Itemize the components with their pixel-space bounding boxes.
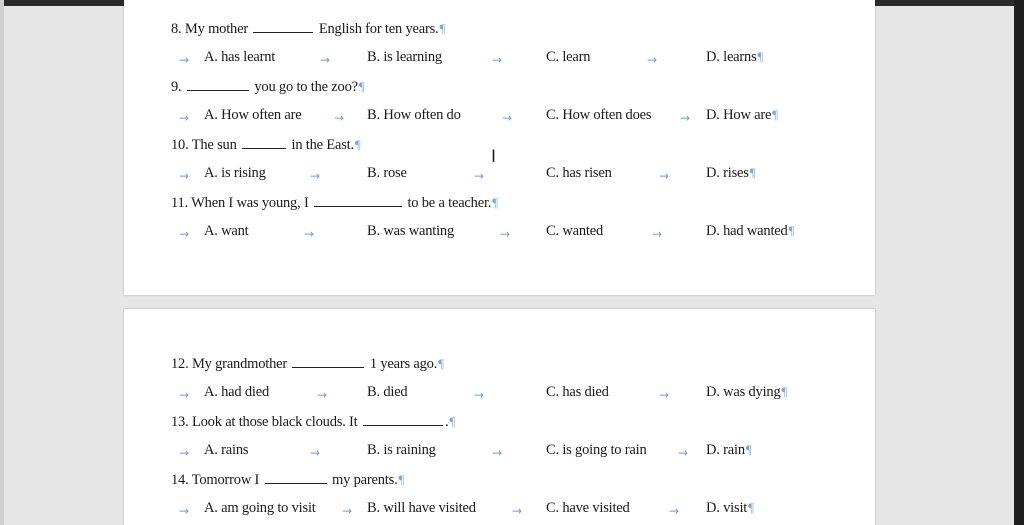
question-text-before: My grandmother	[191, 356, 288, 372]
option-d[interactable]	[706, 165, 755, 182]
option-d[interactable]	[706, 500, 754, 517]
option-d-label: D. had wanted	[706, 223, 788, 239]
option-b[interactable]: B. is learning	[367, 49, 442, 65]
tab-arrow-icon: →	[502, 111, 513, 125]
tab-arrow-icon: →	[317, 388, 328, 402]
pilcrow-icon: ¶	[781, 384, 788, 399]
option-b[interactable]: B. rose	[367, 165, 407, 181]
pilcrow-icon: ¶	[354, 137, 361, 152]
question-text-before: My mother	[184, 21, 248, 37]
tab-arrow-icon: →	[512, 504, 523, 518]
option-a[interactable]: A. rains	[204, 442, 249, 458]
option-c[interactable]: C. learn	[546, 49, 591, 65]
pilcrow-icon: ¶	[439, 21, 446, 36]
question-number: 11.	[171, 195, 188, 211]
tab-arrow-icon: →	[320, 53, 331, 67]
tab-arrow-icon: →	[179, 388, 190, 402]
tab-arrow-icon: →	[652, 227, 663, 241]
question-text-after: to be a teacher.	[407, 195, 492, 211]
question-text-before: The sun	[191, 137, 237, 153]
question-12[interactable]	[171, 355, 444, 373]
answer-blank[interactable]	[292, 355, 364, 368]
question-number: 14.	[171, 472, 189, 488]
pilcrow-icon: ¶	[398, 472, 405, 487]
question-13[interactable]	[171, 413, 455, 431]
tab-arrow-icon: →	[647, 53, 658, 67]
question-text-after: my parents.	[332, 472, 398, 488]
tab-arrow-icon: →	[659, 388, 670, 402]
tab-arrow-icon: →	[669, 504, 680, 518]
question-text-before: When I was young, I	[191, 195, 309, 211]
pilcrow-icon: ¶	[492, 195, 498, 210]
question-number: 10.	[171, 137, 189, 153]
pilcrow-icon: ¶	[438, 356, 444, 371]
tab-arrow-icon: →	[342, 504, 353, 518]
option-c[interactable]: C. has risen	[546, 165, 612, 181]
option-a[interactable]: A. has learnt	[204, 49, 276, 65]
tab-arrow-icon: →	[659, 169, 670, 183]
answer-blank[interactable]	[265, 471, 327, 484]
pilcrow-icon: ¶	[772, 107, 778, 122]
answer-blank[interactable]	[253, 20, 313, 33]
answer-blank[interactable]	[314, 194, 402, 207]
option-a[interactable]: A. want	[204, 223, 249, 239]
question-number: 9.	[171, 79, 182, 95]
question-text-after: in the East.	[291, 137, 354, 153]
tab-arrow-icon: →	[678, 446, 689, 460]
option-b[interactable]: B. is raining	[367, 442, 436, 458]
question-text-before: Tomorrow I	[191, 472, 260, 488]
tab-arrow-icon: →	[334, 111, 345, 125]
option-d[interactable]	[706, 442, 752, 459]
tab-arrow-icon: →	[304, 227, 315, 241]
option-b[interactable]: B. was wanting	[367, 223, 455, 239]
pilcrow-icon: ¶	[358, 79, 365, 94]
option-d[interactable]	[706, 107, 778, 124]
tab-arrow-icon: →	[179, 169, 190, 183]
tab-arrow-icon: →	[492, 446, 503, 460]
option-b[interactable]: B. How often do	[367, 107, 461, 123]
option-c[interactable]: C. is going to rain	[546, 442, 647, 458]
option-c[interactable]: C. wanted	[546, 223, 603, 239]
answer-blank[interactable]	[187, 78, 249, 91]
option-b[interactable]: B. died	[367, 384, 408, 400]
tab-arrow-icon: →	[310, 169, 321, 183]
option-a[interactable]: A. had died	[204, 384, 270, 400]
pilcrow-icon: ¶	[449, 414, 456, 429]
option-a[interactable]: A. is rising	[204, 165, 266, 181]
option-d-label: D. was dying	[706, 384, 781, 400]
pilcrow-icon: ¶	[749, 165, 756, 180]
option-d[interactable]	[706, 49, 763, 66]
question-text-after: English for ten years.	[318, 21, 439, 37]
answer-blank[interactable]	[363, 413, 443, 426]
window-left-edge	[0, 0, 4, 525]
text-cursor-icon: I	[491, 147, 497, 167]
pilcrow-icon: ¶	[788, 223, 795, 238]
tab-arrow-icon: →	[179, 227, 190, 241]
document-page-2[interactable]	[124, 309, 875, 525]
question-number: 13.	[171, 414, 189, 430]
question-14[interactable]	[171, 471, 404, 489]
tab-arrow-icon: →	[179, 446, 190, 460]
option-d-label: D. How are	[706, 107, 772, 123]
tab-arrow-icon: →	[680, 111, 691, 125]
question-text-after: you go to the zoo?	[254, 79, 358, 95]
option-a[interactable]: A. am going to visit	[204, 500, 316, 516]
question-11[interactable]	[171, 194, 498, 212]
tab-arrow-icon: →	[474, 388, 485, 402]
option-d-label: D. visit	[706, 500, 748, 516]
option-d[interactable]	[706, 384, 787, 401]
option-c[interactable]: C. How often does	[546, 107, 652, 123]
option-b[interactable]: B. will have visited	[367, 500, 476, 516]
tab-arrow-icon: →	[310, 446, 321, 460]
option-d-label: D. rain	[706, 442, 745, 458]
pilcrow-icon: ¶	[748, 500, 754, 515]
question-number: 12.	[171, 356, 189, 372]
window-right-edge	[1014, 0, 1024, 525]
question-text-before: Look at those black clouds. It	[191, 414, 358, 430]
option-d[interactable]	[706, 223, 794, 240]
question-9[interactable]	[171, 78, 365, 96]
option-a[interactable]: A. How often are	[204, 107, 302, 123]
question-number: 8.	[171, 21, 182, 37]
tab-arrow-icon: →	[492, 53, 503, 67]
tab-arrow-icon: →	[474, 169, 485, 183]
question-text-after: 1 years ago.	[369, 356, 438, 372]
question-text-after: .	[444, 414, 449, 430]
pilcrow-icon: ¶	[757, 49, 764, 64]
option-c[interactable]: C. have visited	[546, 500, 630, 516]
pilcrow-icon: ¶	[745, 442, 752, 457]
option-d-label: D. learns	[706, 49, 757, 65]
tab-arrow-icon: →	[179, 504, 190, 518]
option-c[interactable]: C. has died	[546, 384, 609, 400]
tab-arrow-icon: →	[500, 227, 511, 241]
option-d-label: D. rises	[706, 165, 749, 181]
question-10[interactable]	[171, 136, 361, 154]
document-page-1[interactable]	[124, 0, 875, 295]
answer-blank[interactable]	[242, 136, 286, 149]
tab-arrow-icon: →	[179, 111, 190, 125]
question-8[interactable]	[171, 20, 445, 38]
tab-arrow-icon: →	[179, 53, 190, 67]
